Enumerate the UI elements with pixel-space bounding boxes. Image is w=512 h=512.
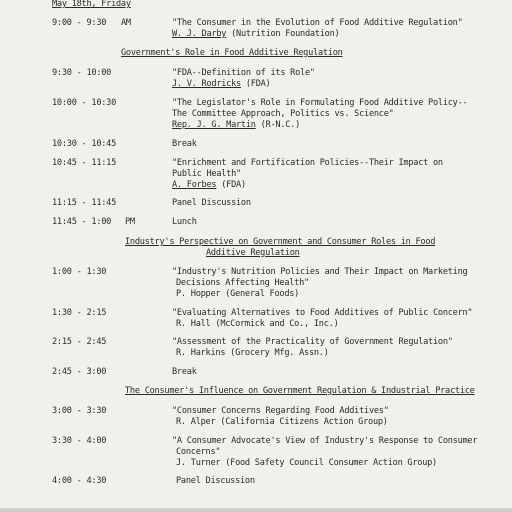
talk-title-cont: Public Health" bbox=[172, 169, 241, 179]
speaker-affiliation: (FDA) bbox=[240, 79, 271, 89]
talk-title-cont: The Committee Approach, Politics vs. Science" bbox=[172, 109, 394, 119]
section-heading: Industry's Perspective on Government and Consumer Roles in Food bbox=[125, 237, 436, 247]
talk-title-cont: Decisions Affecting Health" bbox=[176, 278, 309, 288]
time-slot: 10:00 - 10:30 bbox=[52, 98, 117, 108]
speaker bbox=[172, 29, 339, 39]
time-slot: 3:00 - 3:30 bbox=[52, 406, 107, 416]
speaker-name: W. J. Darby bbox=[172, 29, 227, 39]
time-slot: 3:30 - 4:00 bbox=[52, 436, 107, 446]
talk-title: "Consumer Concerns Regarding Food Additives" bbox=[172, 406, 389, 416]
time-slot: 11:15 - 11:45 bbox=[52, 198, 117, 208]
speaker-name: A. Forbes bbox=[172, 180, 217, 190]
talk-title: "A Consumer Advocate's View of Industry's Response to Consumer bbox=[172, 436, 478, 446]
page-bottom-edge bbox=[0, 508, 512, 512]
time-slot: 4:00 - 4:30 bbox=[52, 476, 107, 486]
speaker bbox=[172, 180, 246, 190]
time-slot: 1:30 - 2:15 bbox=[52, 308, 107, 318]
talk-title: "Enrichment and Fortification Policies--Their Impact on bbox=[172, 158, 443, 168]
date-heading: May 18th, Friday bbox=[52, 0, 131, 9]
time-slot: 2:15 - 2:45 bbox=[52, 337, 107, 347]
time-slot: 1:00 - 1:30 bbox=[52, 267, 107, 277]
time-ampm: PM bbox=[125, 217, 135, 227]
talk-title: Break bbox=[172, 367, 197, 377]
speaker: R. Alper (California Citizens Action Group) bbox=[176, 417, 388, 427]
speaker-affiliation: (FDA) bbox=[216, 180, 246, 190]
speaker-affiliation: (R-N.C.) bbox=[255, 120, 301, 130]
time-slot: 11:45 - 1:00 bbox=[52, 217, 112, 227]
talk-title: "FDA--Definition of its Role" bbox=[172, 68, 315, 78]
speaker-affiliation: (Nutrition Foundation) bbox=[226, 29, 340, 39]
speaker-name: Rep. J. G. Martin bbox=[172, 120, 256, 130]
talk-title: Lunch bbox=[172, 217, 197, 227]
speaker: R. Harkins (Grocery Mfg. Assn.) bbox=[176, 348, 329, 358]
speaker: R. Hall (McCormick and Co., Inc.) bbox=[176, 319, 339, 329]
section-heading: The Consumer's Influence on Government Regulation & Industrial Practice bbox=[125, 386, 475, 396]
time-ampm: AM bbox=[121, 18, 131, 28]
speaker-name: J. V. Rodricks bbox=[172, 79, 241, 89]
talk-title: Panel Discussion bbox=[176, 476, 255, 486]
speaker: J. Turner (Food Safety Council Consumer Action Group) bbox=[176, 458, 437, 468]
section-heading: Government's Role in Food Additive Regulation bbox=[121, 48, 343, 58]
speaker bbox=[172, 120, 300, 130]
talk-title: Panel Discussion bbox=[172, 198, 251, 208]
talk-title: "The Consumer in the Evolution of Food Additive Regulation" bbox=[172, 18, 463, 28]
talk-title: "Evaluating Alternatives to Food Additives of Public Concern" bbox=[172, 308, 473, 318]
talk-title: "The Legislator's Role in Formulating Food Additive Policy-- bbox=[172, 98, 468, 108]
time-slot: 10:30 - 10:45 bbox=[52, 139, 117, 149]
talk-title-cont: Concerns" bbox=[176, 447, 221, 457]
talk-title: Break bbox=[172, 139, 197, 149]
section-heading-cont: Additive Regulation bbox=[206, 248, 300, 258]
time-slot: 2:45 - 3:00 bbox=[52, 367, 107, 377]
time-slot: 10:45 - 11:15 bbox=[52, 158, 117, 168]
talk-title: "Industry's Nutrition Policies and Their Impact on Marketing bbox=[172, 267, 468, 277]
talk-title: "Assessment of the Practicality of Government Regulation" bbox=[172, 337, 453, 347]
speaker: P. Hopper (General Foods) bbox=[176, 289, 300, 299]
speaker bbox=[172, 79, 270, 89]
time-slot: 9:30 - 10:00 bbox=[52, 68, 112, 78]
time-slot: 9:00 - 9:30 bbox=[52, 18, 107, 28]
